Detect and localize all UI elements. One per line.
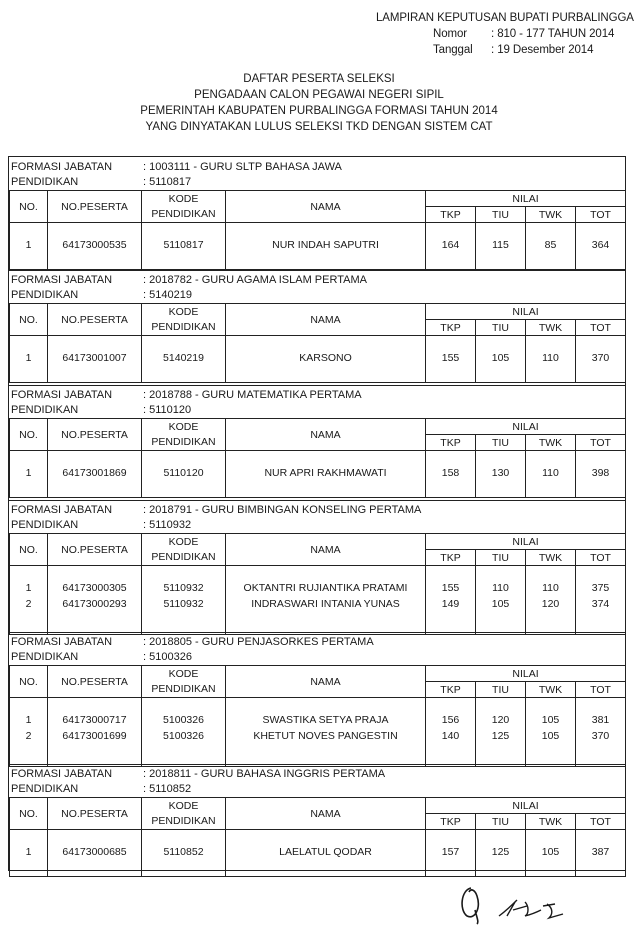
cell-no: 1 [10,580,48,596]
table-row [10,465,626,481]
col-header-kode [142,666,226,698]
cell-tiu: 125 [476,844,526,860]
cell-tiu: 115 [476,237,526,253]
table-row [10,350,626,366]
col-header-kode [142,534,226,566]
col-header-no: NO. [10,798,48,830]
cell-tot: 374 [576,596,626,612]
cell-tot: 370 [576,350,626,366]
formasi-value: : 1003111 - GURU SLTP BAHASA JAWA [143,161,342,173]
col-header-tkp: TKP [426,435,476,451]
cell-peserta: 64173001699 [48,728,142,744]
pendidikan-label: PENDIDIKAN [11,651,79,663]
participant-table [9,190,626,270]
col-header-tkp: TKP [426,550,476,566]
participant-table [9,418,626,498]
cell-nama: INDRASWARI INTANIA YUNAS [226,596,426,612]
cell-tkp: 164 [426,237,476,253]
kode-pendidikan-label: PENDIDIKAN [151,320,216,333]
col-header-tot: TOT [576,682,626,698]
formasi-label: FORMASI JABATAN [11,504,113,516]
col-header-twk: TWK [526,550,576,566]
col-header-peserta: NO.PESERTA [48,798,142,830]
col-header-peserta: NO.PESERTA [48,419,142,451]
cell-no: 1 [10,350,48,366]
cell-tot: 375 [576,580,626,596]
formasi-label: FORMASI JABATAN [11,161,113,173]
cell-twk: 105 [526,844,576,860]
pendidikan-row [11,403,191,417]
participant-table [9,533,626,635]
cell-peserta: 64173001869 [48,465,142,481]
kode-pendidikan-label: PENDIDIKAN [151,682,216,695]
kode-label: KODE [168,535,199,548]
lampiran-line: LAMPIRAN KEPUTUSAN BUPATI PURBALINGGA [376,12,634,24]
formasi-value: : 2018791 - GURU BIMBINGAN KONSELING PERTAMA [143,504,422,516]
col-header-tot: TOT [576,320,626,336]
cell-tot: 387 [576,844,626,860]
col-header-tkp: TKP [426,207,476,223]
col-header-no: NO. [10,419,48,451]
cell-tot: 364 [576,237,626,253]
formasi-value: : 2018782 - GURU AGAMA ISLAM PERTAMA [143,274,367,286]
col-header-no: NO. [10,191,48,223]
formasi-label: FORMASI JABATAN [11,636,113,648]
signature-initials [455,880,605,925]
col-header-tot: TOT [576,550,626,566]
col-header-twk: TWK [526,682,576,698]
title-line-4: YANG DINYATAKAN LULUS SELEKSI TKD DENGAN SISTEM CAT [145,121,493,133]
pendidikan-value: : 5110120 [143,404,192,416]
title-line-3: PEMERINTAH KABUPATEN PURBALINGGA FORMASI TAHUN 2014 [140,105,498,117]
table-row [10,237,626,253]
col-header-kode [142,419,226,451]
formasi-label: FORMASI JABATAN [11,389,113,401]
pendidikan-value: : 5100326 [143,651,192,663]
col-header-no: NO. [10,666,48,698]
cell-tiu: 125 [476,728,526,744]
cell-nama: NUR INDAH SAPUTRI [226,237,426,253]
lampiran-header [376,10,634,58]
cell-no: 1 [10,465,48,481]
cell-tkp: 157 [426,844,476,860]
pendidikan-row [11,782,191,796]
cell-peserta: 64173000535 [48,237,142,253]
cell-tot: 370 [576,728,626,744]
col-header-twk: TWK [526,207,576,223]
formasi-label: FORMASI JABATAN [11,768,113,780]
col-header-nilai: NILAI [426,798,626,814]
col-header-no: NO. [10,534,48,566]
formasi-row [11,767,385,781]
cell-twk: 110 [526,465,576,481]
col-header-twk: TWK [526,320,576,336]
cell-tkp: 149 [426,596,476,612]
pendidikan-row [11,650,192,664]
cell-nama: SWASTIKA SETYA PRAJA [226,712,426,728]
formasi-value: : 2018805 - GURU PENJASORKES PERTAMA [143,636,374,648]
col-header-tiu: TIU [476,814,526,830]
cell-peserta: 64173000293 [48,596,142,612]
cell-tot: 398 [576,465,626,481]
col-header-tkp: TKP [426,682,476,698]
cell-tkp: 155 [426,350,476,366]
col-header-tiu: TIU [476,682,526,698]
cell-tiu: 130 [476,465,526,481]
col-header-tiu: TIU [476,207,526,223]
cell-nama: OKTANTRI RUJIANTIKA PRATAMI [226,580,426,596]
kode-label: KODE [168,667,199,680]
formasi-row [11,273,367,287]
section-divider [9,632,625,633]
document-title [0,71,638,135]
col-header-twk: TWK [526,814,576,830]
col-header-peserta: NO.PESERTA [48,666,142,698]
formasi-label: FORMASI JABATAN [11,274,113,286]
col-header-tiu: TIU [476,435,526,451]
cell-nama: LAELATUL QODAR [226,844,426,860]
pendidikan-row [11,518,191,532]
participant-table [9,665,626,767]
col-header-nilai: NILAI [426,666,626,682]
col-header-tkp: TKP [426,814,476,830]
kode-pendidikan-label: PENDIDIKAN [151,435,216,448]
col-header-nama: NAMA [226,798,426,830]
cell-peserta: 64173000717 [48,712,142,728]
col-header-nilai: NILAI [426,419,626,435]
cell-no: 1 [10,712,48,728]
col-header-peserta: NO.PESERTA [48,304,142,336]
cell-no: 2 [10,728,48,744]
pendidikan-label: PENDIDIKAN [11,289,79,301]
cell-kode: 5100326 [142,712,226,728]
col-header-peserta: NO.PESERTA [48,191,142,223]
col-header-tot: TOT [576,435,626,451]
table-row [10,728,626,744]
cell-nama: KARSONO [226,350,426,366]
cell-tiu: 110 [476,580,526,596]
col-header-no: NO. [10,304,48,336]
title-line-1: DAFTAR PESERTA SELEKSI [243,73,395,85]
cell-kode: 5100326 [142,728,226,744]
cell-nama: NUR APRI RAKHMAWATI [226,465,426,481]
cell-kode: 5110120 [142,465,226,481]
cell-tkp: 155 [426,580,476,596]
kode-label: KODE [168,192,199,205]
col-header-tot: TOT [576,207,626,223]
col-header-nama: NAMA [226,666,426,698]
cell-no: 1 [10,237,48,253]
cell-kode: 5110932 [142,580,226,596]
table-row [10,596,626,612]
table-row [10,844,626,860]
formasi-row [11,388,362,402]
col-header-nama: NAMA [226,419,426,451]
participant-table [9,797,626,877]
participant-list-frame [8,156,626,871]
formasi-row [11,635,374,649]
col-header-twk: TWK [526,435,576,451]
col-header-kode [142,191,226,223]
col-header-peserta: NO.PESERTA [48,534,142,566]
cell-tot: 381 [576,712,626,728]
cell-tiu: 105 [476,596,526,612]
cell-kode: 5110817 [142,237,226,253]
formasi-row [11,160,342,174]
nomor-row [433,26,634,42]
kode-label: KODE [168,799,199,812]
pendidikan-row [11,288,192,302]
cell-kode: 5110852 [142,844,226,860]
cell-tkp: 140 [426,728,476,744]
col-header-tkp: TKP [426,320,476,336]
pendidikan-value: : 5110817 [143,176,192,188]
col-header-nilai: NILAI [426,304,626,320]
pendidikan-label: PENDIDIKAN [11,519,79,531]
kode-label: KODE [168,305,199,318]
formasi-value: : 2018811 - GURU BAHASA INGGRIS PERTAMA [143,768,386,780]
cell-twk: 105 [526,712,576,728]
tanggal-value: : 19 Desember 2014 [491,44,594,56]
pendidikan-label: PENDIDIKAN [11,783,79,795]
col-header-tot: TOT [576,814,626,830]
cell-no: 2 [10,596,48,612]
cell-peserta: 64173000305 [48,580,142,596]
cell-twk: 110 [526,580,576,596]
cell-peserta: 64173000685 [48,844,142,860]
cell-twk: 85 [526,237,576,253]
participant-table [9,303,626,383]
col-header-nama: NAMA [226,304,426,336]
cell-kode: 5110932 [142,596,226,612]
col-header-nama: NAMA [226,534,426,566]
cell-tkp: 158 [426,465,476,481]
col-header-nama: NAMA [226,191,426,223]
col-header-nilai: NILAI [426,534,626,550]
cell-kode: 5140219 [142,350,226,366]
col-header-tiu: TIU [476,320,526,336]
pendidikan-row [11,175,191,189]
cell-tiu: 105 [476,350,526,366]
tanggal-label: Tanggal [433,44,473,56]
cell-tkp: 156 [426,712,476,728]
formasi-row [11,503,421,517]
cell-no: 1 [10,844,48,860]
col-header-kode [142,798,226,830]
cell-twk: 120 [526,596,576,612]
title-line-2: PENGADAAN CALON PEGAWAI NEGERI SIPIL [194,89,444,101]
table-row [10,712,626,728]
cell-nama: KHETUT NOVES PANGESTIN [226,728,426,744]
table-row [10,580,626,596]
col-header-tiu: TIU [476,550,526,566]
col-header-kode [142,304,226,336]
formasi-value: : 2018788 - GURU MATEMATIKA PERTAMA [143,389,362,401]
cell-twk: 110 [526,350,576,366]
cell-tiu: 120 [476,712,526,728]
pendidikan-value: : 5140219 [143,289,192,301]
col-header-nilai: NILAI [426,191,626,207]
section-divider [9,270,625,271]
kode-label: KODE [168,420,199,433]
section-divider [9,385,625,386]
nomor-label: Nomor [433,28,468,40]
kode-pendidikan-label: PENDIDIKAN [151,814,216,827]
kode-pendidikan-label: PENDIDIKAN [151,207,216,220]
cell-peserta: 64173001007 [48,350,142,366]
section-divider [9,500,625,501]
pendidikan-value: : 5110932 [143,519,192,531]
nomor-value: : 810 - 177 TAHUN 2014 [491,28,615,40]
section-divider [9,764,625,765]
tanggal-row [433,42,634,58]
pendidikan-value: : 5110852 [143,783,192,795]
cell-twk: 105 [526,728,576,744]
pendidikan-label: PENDIDIKAN [11,176,79,188]
kode-pendidikan-label: PENDIDIKAN [151,550,216,563]
pendidikan-label: PENDIDIKAN [11,404,79,416]
